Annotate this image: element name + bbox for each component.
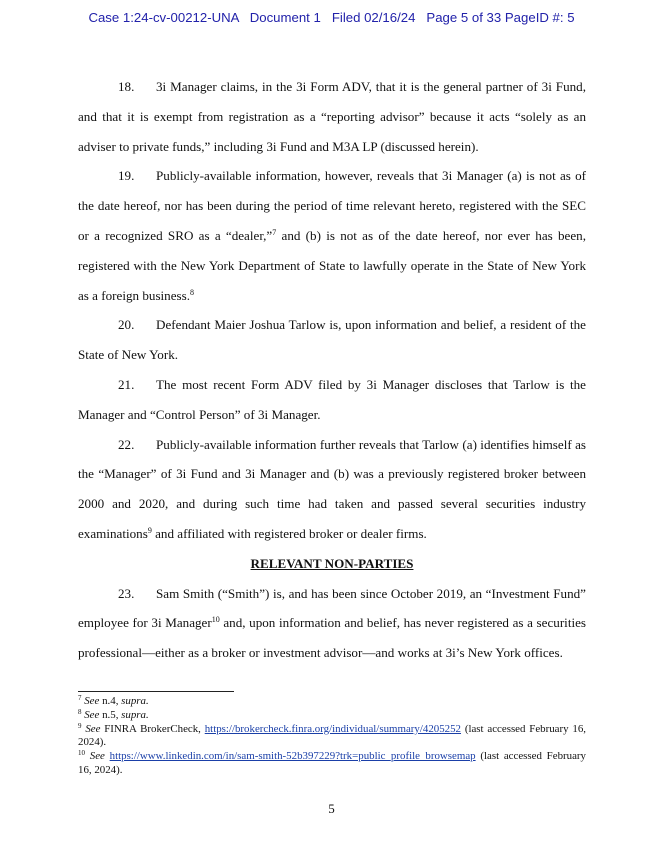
linkedin-link[interactable]: https://www.linkedin.com/in/sam-smith-52b397229?trk=public_profile_browsemap [109, 750, 476, 763]
paragraph-text: Publicly-available information further reveals that Tarlow (a) identifies himself as the “Manager” of 3i Fund and 3i Manager and (b) was a previously registered broker between 2000 and 2020, and during such time had taken and passed several securities industry examinations [78, 436, 586, 541]
footnote-text: (last accessed February 16, 2024). [78, 722, 586, 749]
paragraph-18 [78, 72, 586, 161]
paragraph-text: 3i Manager claims, in the 3i Form ADV, that it is the general partner of 3i Fund, and that it is exempt from registration as a “reporting advisor” because it acts “solely as an adviser to private funds,” including 3i Fund and M3A LP (discussed herein). [78, 79, 586, 154]
filed-date: Filed 02/16/24 [331, 10, 416, 25]
page-number: 5 [328, 801, 335, 816]
case-number: Case 1:24-cv-00212-UNA [88, 10, 239, 25]
footnote-text: FINRA BrokerCheck, [100, 722, 205, 735]
footnote-ref-10[interactable]: 10 [211, 615, 220, 625]
paragraph-text: and affiliated with registered broker or dealer firms. [151, 525, 427, 541]
footnote-text: (last accessed February 16, 2024). [78, 750, 586, 776]
paragraph-text: Publicly-available information, however, reveals that 3i Manager (a) is not as of the date hereof, nor has been during the period of time relevant hereto, registered with the SEC or a recognized SRO as a “dealer,” [78, 168, 586, 243]
paragraph-number: 19. [118, 168, 135, 184]
footnote-number: 8 [78, 707, 82, 716]
page-count: Page 5 of 33 [426, 10, 502, 25]
section-heading: RELEVANT NON-PARTIES [250, 555, 414, 571]
signal-see: See [85, 722, 101, 735]
paragraph-number: 23. [118, 585, 135, 601]
footnote-number: 7 [78, 694, 82, 702]
brokercheck-link[interactable]: https://brokercheck.finra.org/individual/summary/4205252 [204, 722, 462, 735]
paragraph-text: Defendant Maier Joshua Tarlow is, upon information and belief, a resident of the State of New York. [78, 317, 586, 363]
document-body [78, 72, 586, 668]
footnote-text: n.5, [99, 708, 122, 721]
paragraph-20 [78, 310, 586, 370]
paragraph-text: and (b) is not as of the date hereof, nor ever has been, registered with the New York Department of State to lawfully operate in the State of New York as a foreign business. [78, 227, 586, 303]
paragraph-19 [78, 161, 586, 310]
paragraph-number: 18. [118, 79, 135, 94]
paragraph-number: 20. [118, 317, 135, 333]
footnote-number: 9 [78, 721, 82, 730]
footnote-ref-9[interactable]: 9 [147, 525, 152, 535]
page-id: PageID #: 5 [504, 10, 575, 25]
footnote-8 [78, 709, 586, 723]
signal-supra: supra. [121, 695, 149, 707]
footnote-divider [78, 691, 234, 692]
ecf-header [0, 10, 663, 25]
footnote-7 [78, 695, 586, 709]
footnote-ref-8[interactable]: 8 [190, 287, 195, 297]
paragraph-23 [78, 579, 586, 668]
paragraph-number: 22. [118, 436, 135, 452]
paragraph-text: The most recent Form ADV filed by 3i Manager discloses that Tarlow is the Manager and “Control Person” of 3i Manager. [78, 376, 586, 422]
paragraph-text: Sam Smith (“Smith”) is, and has been since October 2019, an “Investment Fund” employee for 3i Manager [78, 585, 586, 631]
footnote-text: n.4, [99, 695, 122, 707]
paragraph-21 [78, 370, 586, 430]
signal-see: See [84, 708, 100, 721]
footnote-ref-7[interactable]: 7 [272, 227, 277, 237]
signal-see: See [84, 695, 100, 707]
footnote-9 [78, 723, 586, 751]
footnote-10 [78, 750, 586, 778]
signal-supra: supra. [121, 708, 149, 721]
footnote-number: 10 [78, 749, 85, 758]
paragraph-text: and, upon information and belief, has never registered as a securities professional—either as a broker or investment advisor—and works at 3i’s New York offices. [78, 615, 586, 661]
signal-see: See [89, 750, 105, 763]
paragraph-number: 21. [118, 376, 135, 392]
footnotes [78, 695, 586, 778]
document-number: Document 1 [249, 10, 321, 25]
paragraph-22 [78, 430, 586, 549]
